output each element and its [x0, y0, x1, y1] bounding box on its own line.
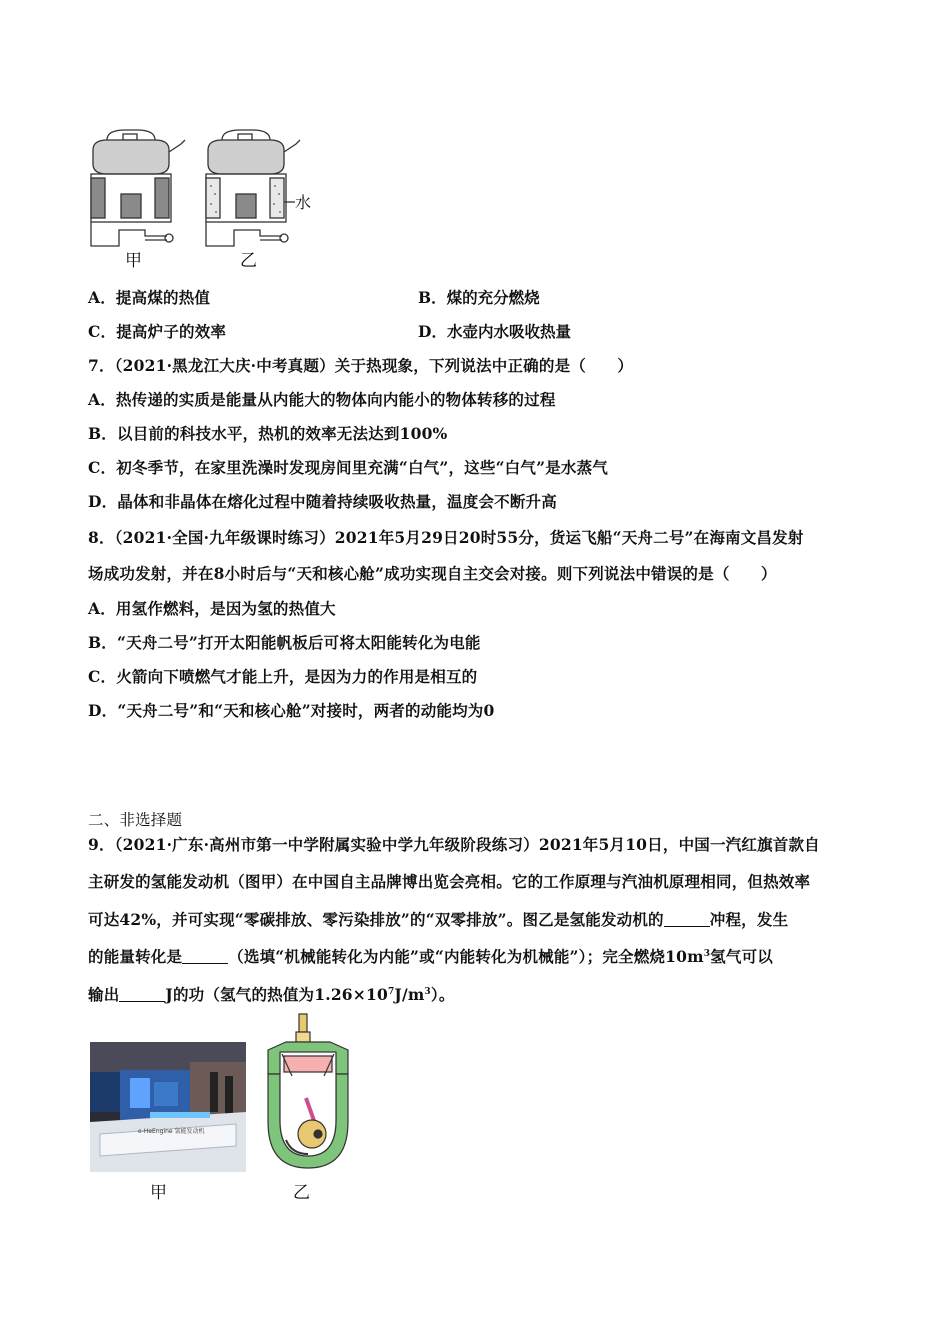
answer-blank-1	[664, 912, 710, 927]
q8-stem-line2: 场成功发射，并在8小时后与“天和核心舱”成功实现自主交会对接。则下列说法中错误的是（ ）	[88, 564, 777, 583]
q8-option-a: A．用氢作燃料，是因为氢的热值大	[88, 599, 336, 618]
photo-caption-text: e-HeEngine 氢能发动机	[138, 1128, 205, 1135]
q9-line5-sup2: 3	[424, 987, 431, 997]
q6-option-c: C．提高炉子的效率	[88, 322, 227, 341]
engine-photo	[90, 1042, 250, 1174]
stove-left-caption: 甲	[125, 251, 142, 271]
stoves-figure	[85, 122, 315, 272]
engine-figure	[88, 1010, 368, 1210]
q8-option-d: D．“天舟二号”和“天和核心舱”对接时，两者的动能均为0	[88, 701, 495, 720]
engine-left-caption: 甲	[150, 1183, 167, 1203]
q8-stem-line1: 8．（2021·全国·九年级课时练习）2021年5月29日20时55分，货运飞船“天舟二号”在海南文昌发射	[88, 528, 804, 547]
q9-line4-sup: 3	[703, 949, 711, 959]
q7-stem: 7．（2021·黑龙江大庆·中考真题）关于热现象，下列说法中正确的是（ ）	[88, 356, 634, 375]
q6-option-d: D．水壶内水吸收热量	[418, 322, 571, 341]
q7-option-a: A．热传递的实质是能量从内能大的物体向内能小的物体转移的过程	[88, 390, 556, 409]
q7-option-c: C．初冬季节，在家里洗澡时发现房间里充满“白气”，这些“白气”是水蒸气	[88, 458, 609, 477]
cylinder-diagram	[258, 1012, 358, 1182]
answer-blank-3	[119, 987, 165, 1002]
q9-line5-c: J/m	[394, 985, 425, 1004]
engine-right-caption: 乙	[293, 1183, 310, 1203]
q9-line4-a: 的能量转化是	[88, 947, 183, 966]
q9-line4-b: （选填“机械能转化为内能”或“内能转化为机械能”）；完全燃烧10m	[228, 947, 704, 966]
q8-option-c: C．火箭向下喷燃气才能上升，是因为力的作用是相互的	[88, 667, 478, 686]
q9-line3-tail: 冲程，发生	[709, 910, 789, 929]
answer-blank-2	[182, 949, 228, 964]
q9-line2: 主研发的氢能发动机（图甲）在中国自主品牌博出览会亮相。它的工作原理与汽油机原理相同，但热效率	[88, 872, 811, 891]
q9-line5	[88, 983, 455, 1005]
q9-line1: 9．（2021·广东·高州市第一中学附属实验中学九年级阶段练习）2021年5月10日，中国一汽红旗首款自	[88, 835, 820, 854]
q9-line5-d: ）。	[430, 985, 455, 1004]
q6-option-a: A．提高煤的热值	[88, 288, 211, 307]
q7-option-d: D．晶体和非晶体在熔化过程中随着持续吸收热量，温度会不断升高	[88, 492, 557, 511]
q9-line4	[88, 945, 773, 967]
q9-line4-c: 氢气可以	[710, 947, 773, 966]
stove-right-caption: 乙	[240, 251, 257, 271]
q9-line5-sup1: 7	[387, 987, 395, 997]
kettle-stove-drawing	[85, 122, 315, 272]
q8-option-b: B．“天舟二号”打开太阳能帆板后可将太阳能转化为电能	[88, 633, 481, 652]
section-title: 二、非选择题	[88, 811, 183, 829]
q9-line5-b: J的功（氢气的热值为1.26×10	[165, 985, 388, 1004]
q6-option-b: B．煤的充分燃烧	[418, 288, 540, 307]
q7-option-b: B．以目前的科技水平，热机的效率无法达到100%	[88, 424, 448, 443]
q9-line3	[88, 908, 788, 930]
q9-line3-text: 可达42%，并可实现“零碳排放、零污染排放”的“双零排放”。图乙是氢能发动机的	[88, 910, 664, 929]
water-label: 水	[295, 193, 312, 212]
q9-line5-a: 输出	[88, 985, 120, 1004]
